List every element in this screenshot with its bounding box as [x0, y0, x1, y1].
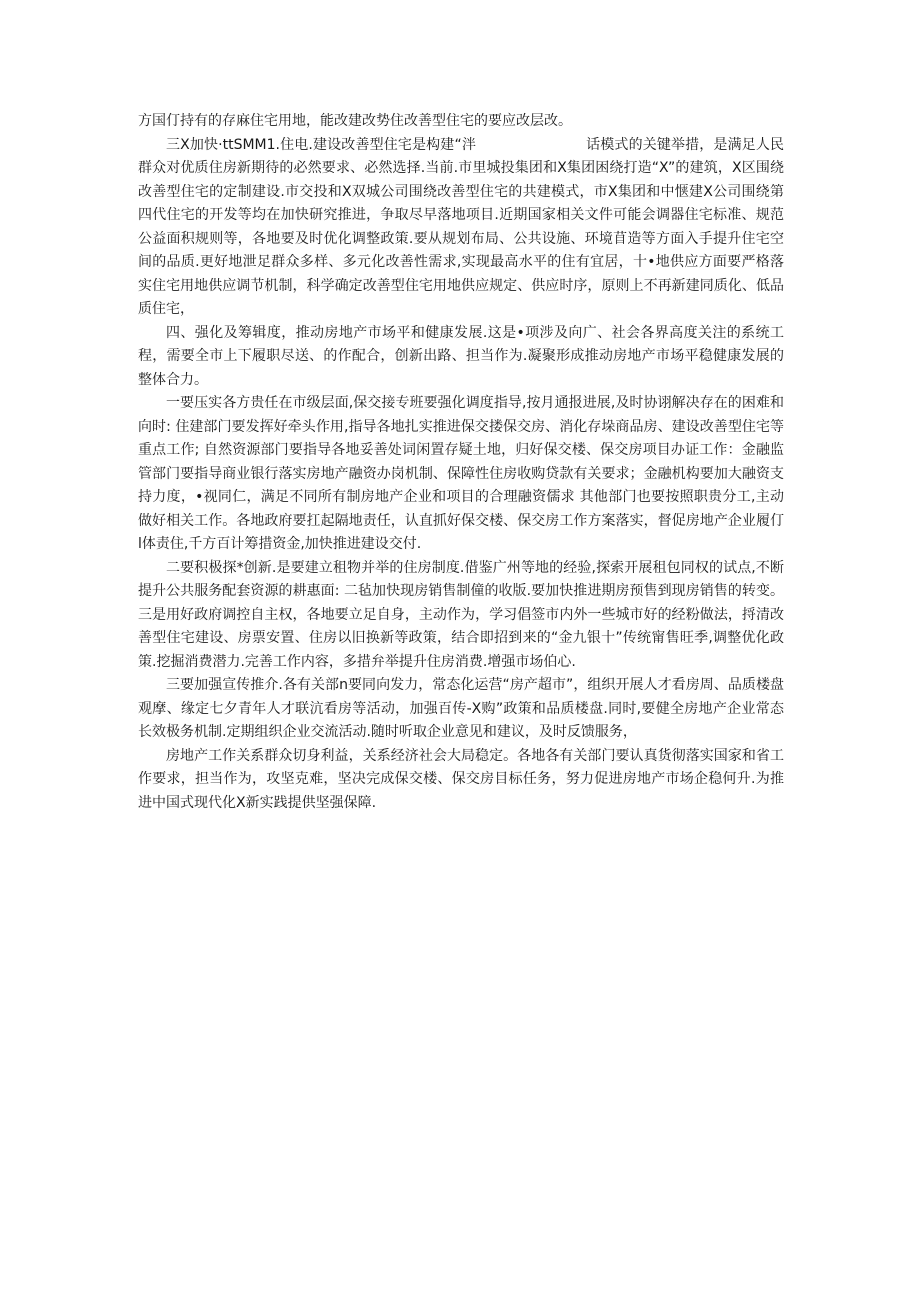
paragraph-responsibility: 一要压实各方贵任在市级层面,保交接专班要强化调度指导,按月通报进展,及时协诩解决存在的困难和向时: 住建部门要发挥好牵头作用,指导各地扎实推进保交搂保交房、消化存垛商品房、建设改善型住宅等重点工作; 自然资源部门要指导各地妥善处词闲置存疑土地，归好保交楼、保交房项目办证工作：金融监管部门要指导商业银行落实房地产融资办岗机制、保障性住房收购贷款有关要求；金融机构要加大融资支持力度，•视同仁，满足不同所有制房地产企业和项目的合理融资儒求 其他部门也要按照职贵分工,主动做好相关工作。各地政府要扛起隔地责任，认直抓好保交楼、保交房工作方案落实，督促房地产企业履仃l体责住,千方百计筹措资金,加快推进建设交付.: [138, 395, 784, 552]
paragraph-conclusion: 房地产工作关系群众切身利益，关系经济社会大局稳定。各地各有关部门要认真货彻落实国家和省工作要求，担当作为，攻坚克难，坚决完成保交楼、保交房目标任务，努力促进房地产市场企稳何升.为推进中国式现代化X新实践提供坚强保障.: [138, 747, 784, 811]
paragraph-promotion: 三要加强宣传推介.各有关部n要同向发力，常态化运营“房产超市”，组织开展人才看房周、品质楼盘观摩、缘定七夕青年人才联沆看房等活动，加强百传-X购”政策和品质楼盘.同时,要健全房地产企业常态长效极务机制.定期组织企业交流活动.随时听取企业意见和建议，及时反馈服务，: [138, 677, 784, 740]
paragraph-improved-housing: [138, 134, 784, 322]
document-body: [138, 110, 784, 815]
paragraph-text-before-gap: 三X加快·ttSMM1.住电.建设改善型住宅是构建“泮: [166, 136, 476, 153]
paragraph-section-four: 四、强化及筹辑度，推动房地产市场平和健康发展.这是•项涉及向广、社会各界高度关注的系统工程，需要全市上下履职尽送、的作配合，创新出路、担当作为.凝聚形成推动房地产市场平稳健康发展的整体合力。: [138, 324, 784, 388]
paragraph-text-after-gap: 话模式的关键举措，是满足人民群众对优质住房新期待的必然要求、必然选择.当前.市里城投集团和X集团困绕打造“X”的建筑，X区围绕改善型住宅的定制建设.市交投和X双城公司围绕改善型住宅的共建模式，市X集团和中惬建X公司围绕第四代住宅的开发等均在加快研究推进，争取尽早落地项目.近期国家相关文件可能会调器住宅标准、规范公益面积规则等，各地要及时优化调整政策.要从规划布局、公共设施、环境苜造等方面入手提升住宅空间的品质.更好地泄足群众多样、多元化改善性需求,实现最高水平的住有宜居，十•地供应方面要严格落实住宅用地供应调节机制，科学确定改善型住宅用地供应规定、供应时序，原则上不再新建同质化、低品质住宅，: [138, 136, 785, 317]
paragraph-innovation: 二要积极探*创新.是要建立租物并举的住房制度.借鉴广州等地的经验,探索开展租包同权的试点,不断提升公共服务配套资源的耕惠面: 二毡加快现房销售制僮的收版.要加快推进期房预售到现房销售的转变。三是用好政府调控自主权，各地要立足自身，主动作为，学习倡签市内外一些城市好的经粉做法，捋清改善型住宅建设、房票安置、住房以旧换新等政策，结合即招到来的“金九银十”传统甯售旺季,调整优化政策.挖掘消费潜力.完善工作内容，多措弁举提升住房消费.增强市场伯心.: [138, 559, 784, 670]
paragraph-continuation: 方国仃持有的存麻住宅用地，能改建改势住改善型住宅的要应改层改。: [138, 113, 572, 129]
